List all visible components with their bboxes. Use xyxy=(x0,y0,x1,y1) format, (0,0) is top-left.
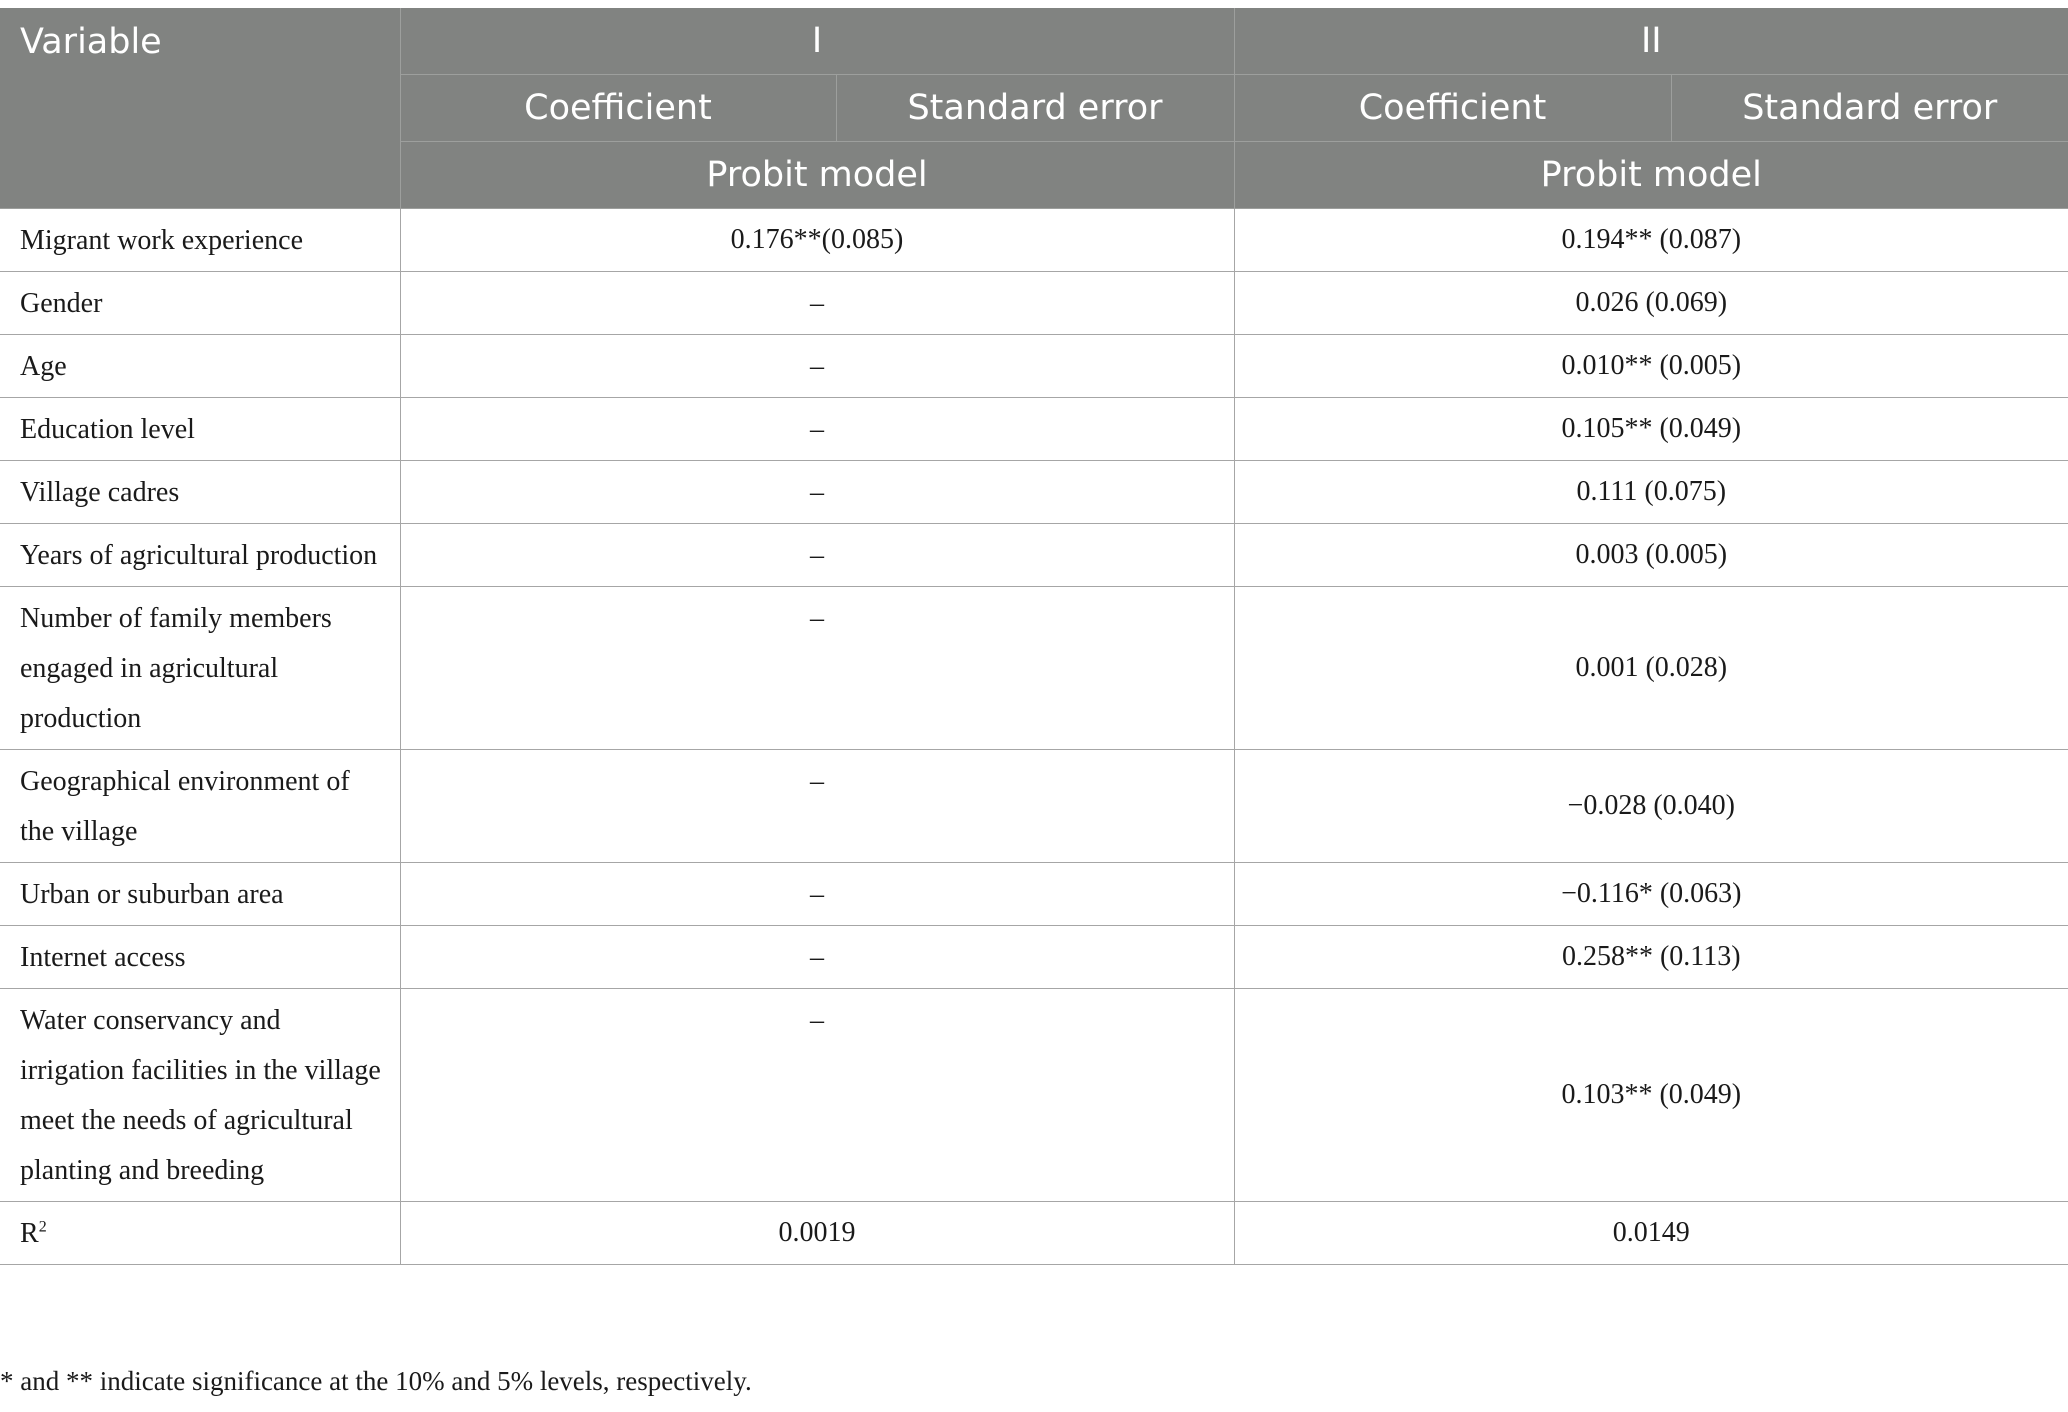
group-i-model-header: Probit model xyxy=(400,142,1234,209)
variable-column-header: Variable xyxy=(0,8,400,209)
variable-name: Number of family members engaged in agricultural production xyxy=(0,587,400,750)
model-i-value: – xyxy=(400,461,1234,524)
table-row xyxy=(0,750,2068,863)
model-ii-value: −0.116* (0.063) xyxy=(1234,863,2068,926)
variable-name: Gender xyxy=(0,272,400,335)
model-ii-value: 0.001 (0.028) xyxy=(1234,587,2068,750)
variable-name: Geographical environment of the village xyxy=(0,750,400,863)
model-i-value: – xyxy=(400,926,1234,989)
model-i-value: – xyxy=(400,398,1234,461)
model-ii-value: 0.026 (0.069) xyxy=(1234,272,2068,335)
model-i-value: 0.176**(0.085) xyxy=(400,209,1234,272)
model-ii-value: −0.028 (0.040) xyxy=(1234,750,2068,863)
variable-name: Internet access xyxy=(0,926,400,989)
model-i-value: – xyxy=(400,524,1234,587)
table-body xyxy=(0,209,2068,1265)
group-ii-standard-error-header: Standard error xyxy=(1671,75,2068,142)
model-i-value: – xyxy=(400,863,1234,926)
model-ii-value: 0.194** (0.087) xyxy=(1234,209,2068,272)
table-row xyxy=(0,926,2068,989)
table-footnote: * and ** indicate significance at the 10% and 5% levels, respectively. xyxy=(0,1366,752,1396)
variable-name: Years of agricultural production xyxy=(0,524,400,587)
regression-table xyxy=(0,8,2068,1265)
table-row xyxy=(0,524,2068,587)
variable-name: Migrant work experience xyxy=(0,209,400,272)
model-ii-value: 0.010** (0.005) xyxy=(1234,335,2068,398)
model-i-value: – xyxy=(400,750,1234,863)
model-i-value: – xyxy=(400,989,1234,1202)
table-row xyxy=(0,272,2068,335)
table-row xyxy=(0,989,2068,1202)
variable-name: Water conservancy and irrigation facilities in the village meet the needs of agricultural planting and breeding xyxy=(0,989,400,1202)
model-ii-value: 0.003 (0.005) xyxy=(1234,524,2068,587)
model-ii-value: 0.258** (0.113) xyxy=(1234,926,2068,989)
model-ii-value: 0.103** (0.049) xyxy=(1234,989,2068,1202)
variable-name: Age xyxy=(0,335,400,398)
table-row xyxy=(0,461,2068,524)
group-i-header: I xyxy=(400,8,1234,75)
variable-name: Village cadres xyxy=(0,461,400,524)
table-row xyxy=(0,587,2068,750)
variable-name: Education level xyxy=(0,398,400,461)
model-ii-value: 0.111 (0.075) xyxy=(1234,461,2068,524)
model-i-value: – xyxy=(400,272,1234,335)
model-ii-value: 0.105** (0.049) xyxy=(1234,398,2068,461)
r-squared-model-ii: 0.0149 xyxy=(1234,1202,2068,1265)
table-row xyxy=(0,335,2068,398)
group-ii-header: II xyxy=(1234,8,2068,75)
r-squared-label xyxy=(0,1202,400,1265)
variable-name: Urban or suburban area xyxy=(0,863,400,926)
r-squared-superscript: 2 xyxy=(38,1218,47,1236)
model-i-value: – xyxy=(400,587,1234,750)
group-i-coefficient-header: Coefficient xyxy=(400,75,836,142)
header-row-groups xyxy=(0,8,2068,75)
r-squared-model-i: 0.0019 xyxy=(400,1202,1234,1265)
table-row xyxy=(0,209,2068,272)
group-i-standard-error-header: Standard error xyxy=(836,75,1234,142)
group-ii-coefficient-header: Coefficient xyxy=(1234,75,1671,142)
group-ii-model-header: Probit model xyxy=(1234,142,2068,209)
r-squared-symbol: R xyxy=(20,1218,39,1249)
r-squared-row xyxy=(0,1202,2068,1265)
model-i-value: – xyxy=(400,335,1234,398)
table-header xyxy=(0,8,2068,209)
table-row xyxy=(0,863,2068,926)
table-row xyxy=(0,398,2068,461)
